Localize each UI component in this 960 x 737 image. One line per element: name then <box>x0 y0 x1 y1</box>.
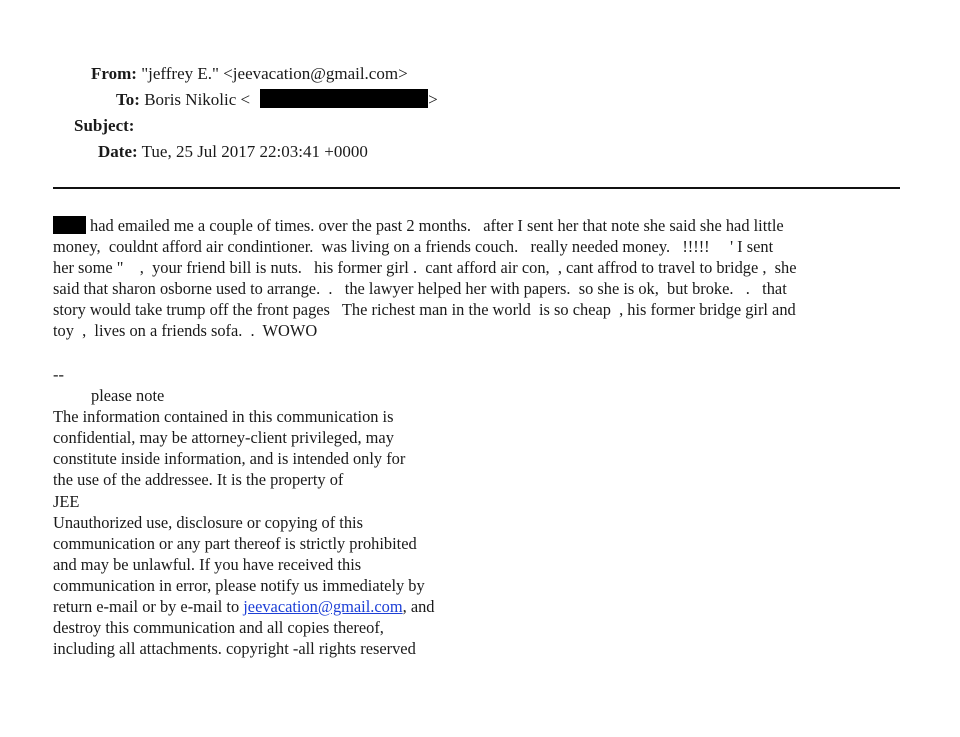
email-link[interactable]: jeevacation@gmail.com <box>243 597 403 617</box>
disclaimer-line: communication in error, please notify us immediately by <box>53 575 425 595</box>
body-line: money, couldnt afford air condintioner. was living on a friends couch. really needed money. !!!!! ' I sent <box>53 237 774 256</box>
redaction-bar <box>53 216 86 234</box>
disclaimer-line: including all attachments. copyright -all rights reserved <box>53 639 416 659</box>
body-line: her some " , your friend bill is nuts. his former girl . cant afford air con, , cant affrod to travel to bridge , she <box>53 258 797 277</box>
to-value: Boris Nikolic < <box>144 90 251 109</box>
return-suffix: , and <box>402 597 435 617</box>
body-line: story would take trump off the front pages The richest man in the world is so cheap , his former bridge girl and <box>53 300 796 319</box>
please-note: please note <box>91 386 165 406</box>
email-signature <box>53 364 573 659</box>
date-row <box>98 139 368 165</box>
date-value: Tue, 25 Jul 2017 22:03:41 +0000 <box>141 142 368 161</box>
from-label: From: <box>91 64 137 83</box>
disclaimer-line: constitute inside information, and is intended only for <box>53 449 406 469</box>
body-line: had emailed me a couple of times. over the past 2 months. after I sent her that note she said she had little <box>90 216 784 235</box>
disclaimer-line: destroy this communication and all copies thereof, <box>53 618 384 638</box>
redaction-bar <box>260 89 428 108</box>
to-close: > <box>428 90 438 109</box>
signature-separator: -- <box>53 365 64 384</box>
subject-row <box>74 113 134 139</box>
disclaimer-line: JEE <box>53 491 80 511</box>
disclaimer-line: and may be unlawful. If you have received this <box>53 554 362 574</box>
from-row <box>91 61 408 87</box>
body-line: toy , lives on a friends sofa. . WOWO <box>53 321 318 340</box>
date-label: Date: <box>98 142 138 161</box>
to-row <box>116 87 438 113</box>
return-prefix: return e-mail or by e-mail to <box>53 597 244 617</box>
header-divider <box>53 187 900 189</box>
disclaimer-line: confidential, may be attorney-client privileged, may <box>53 428 394 448</box>
email-body <box>53 215 913 341</box>
disclaimer-line: the use of the addressee. It is the property of <box>53 470 344 490</box>
from-value: "jeffrey E." <jeevacation@gmail.com> <box>141 64 408 83</box>
disclaimer-line: communication or any part thereof is strictly prohibited <box>53 533 417 553</box>
body-line: said that sharon osborne used to arrange. . the lawyer helped her with papers. so she is ok, but broke. . that <box>53 279 787 298</box>
to-label: To: <box>116 90 140 109</box>
subject-label: Subject: <box>74 116 135 135</box>
disclaimer-line: The information contained in this communication is <box>53 407 394 427</box>
disclaimer-line: Unauthorized use, disclosure or copying of this <box>53 512 363 532</box>
